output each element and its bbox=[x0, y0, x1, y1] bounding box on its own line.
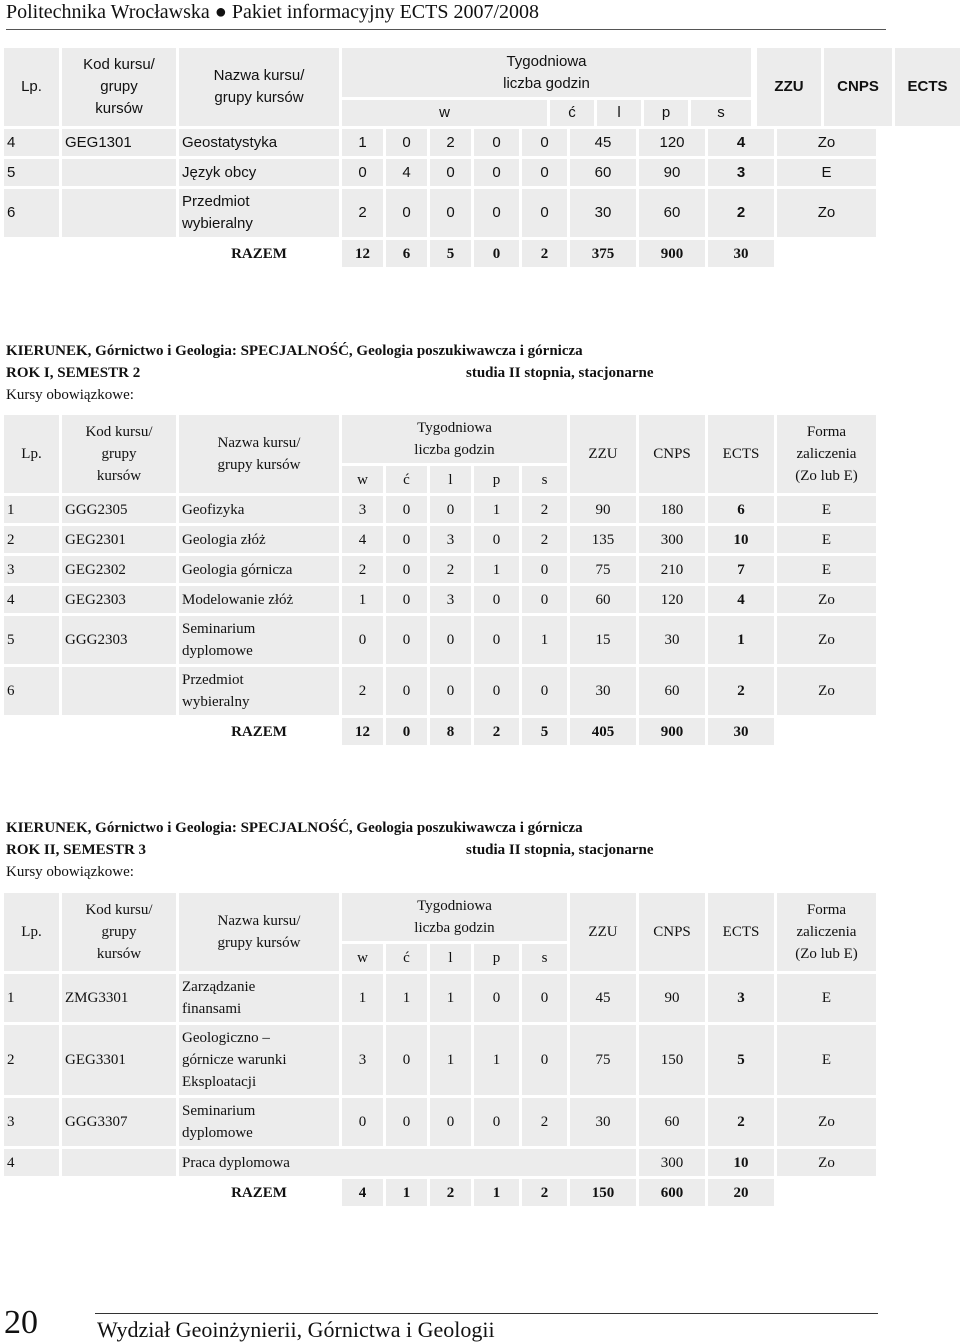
total-l: 5 bbox=[430, 240, 471, 267]
cell-s: 2 bbox=[522, 496, 567, 523]
header-course-code-line: Kod kursu/ bbox=[85, 424, 153, 440]
cell-ects: 2 bbox=[708, 189, 774, 237]
cell-ects: 2 bbox=[708, 667, 774, 715]
header-weekly-hours bbox=[342, 415, 567, 463]
cell-l: 2 bbox=[430, 129, 471, 156]
header-lp: Lp. bbox=[4, 893, 59, 971]
footer-faculty: Wydział Geoinżynierii, Górnictwa i Geologii bbox=[97, 1317, 495, 1342]
cell-cnps: 300 bbox=[639, 1149, 705, 1176]
cell-course-code: GEG2303 bbox=[62, 586, 176, 613]
header-w: w bbox=[342, 466, 383, 493]
total-c: 6 bbox=[386, 240, 427, 267]
cell-l: 1 bbox=[430, 974, 471, 1022]
header-c: ć bbox=[386, 944, 427, 971]
cell-course-name-line: Geofizyka bbox=[182, 501, 245, 518]
cell-course-name-line: Geologia górnicza bbox=[182, 561, 293, 578]
cell-w: 4 bbox=[342, 526, 383, 553]
header-assessment-form bbox=[777, 893, 876, 971]
cell-course-name bbox=[179, 159, 339, 186]
cell-zzu: 30 bbox=[570, 189, 636, 237]
header-assessment-form-line: (Zo lub E) bbox=[795, 946, 858, 962]
cell-lp: 4 bbox=[4, 1149, 59, 1176]
cell-c: 0 bbox=[386, 496, 427, 523]
header-ects: ECTS bbox=[708, 893, 774, 971]
cell-p: 1 bbox=[474, 556, 519, 583]
cell-w: 1 bbox=[342, 586, 383, 613]
header-weekly-hours-line: liczba godzin bbox=[414, 920, 495, 936]
cell-lp: 1 bbox=[4, 974, 59, 1022]
cell-course-code: GEG1301 bbox=[62, 129, 176, 156]
total-ects: 30 bbox=[708, 718, 774, 745]
cell-s: 1 bbox=[522, 616, 567, 664]
cell-w: 0 bbox=[342, 159, 383, 186]
header-course-code-line: kursów bbox=[95, 100, 143, 117]
header-course-name-line: Nazwa kursu/ bbox=[217, 913, 301, 929]
header-weekly-hours-line: Tygodniowa bbox=[417, 420, 492, 436]
header-s: s bbox=[522, 944, 567, 971]
header-p: p bbox=[644, 100, 688, 126]
cell-course-name bbox=[179, 974, 339, 1022]
cell-s: 0 bbox=[522, 189, 567, 237]
header-course-code-line: kursów bbox=[96, 468, 142, 484]
footer-divider bbox=[95, 1313, 878, 1314]
total-p: 1 bbox=[474, 1179, 519, 1206]
cell-w: 3 bbox=[342, 1025, 383, 1095]
cell-course-name-line: Seminarium bbox=[182, 1103, 256, 1119]
total-w: 4 bbox=[342, 1179, 383, 1206]
cell-assessment-form: Zo bbox=[777, 667, 876, 715]
cell-cnps: 120 bbox=[639, 129, 705, 156]
cell-ects: 10 bbox=[708, 526, 774, 553]
cell-lp: 2 bbox=[4, 526, 59, 553]
section3-heading: KIERUNEK, Górnictwo i Geologia: SPECJALNOŚĆ, Geologia poszukiwawcza i górnicza bbox=[6, 820, 583, 836]
cell-course-code: GGG2303 bbox=[62, 616, 176, 664]
cell-course-name bbox=[179, 556, 339, 583]
cell-course-name-line: górnicze warunki bbox=[182, 1052, 287, 1068]
cell-p: 0 bbox=[474, 974, 519, 1022]
cell-ects: 2 bbox=[708, 1098, 774, 1146]
cell-s: 0 bbox=[522, 1025, 567, 1095]
cell-l: 0 bbox=[430, 189, 471, 237]
header-c: ć bbox=[386, 466, 427, 493]
header-s: s bbox=[691, 100, 751, 126]
cell-assessment-form: Zo bbox=[777, 129, 876, 156]
cell-c: 0 bbox=[386, 189, 427, 237]
section3-study-mode: studia II stopnia, stacjonarne bbox=[466, 842, 654, 858]
header-assessment-form-line: Forma bbox=[806, 902, 847, 918]
cell-l: 3 bbox=[430, 586, 471, 613]
cell-cnps: 150 bbox=[639, 1025, 705, 1095]
header-c: ć bbox=[550, 100, 594, 126]
cell-p: 0 bbox=[474, 586, 519, 613]
cell-lp: 6 bbox=[4, 667, 59, 715]
cell-l: 0 bbox=[430, 667, 471, 715]
cell-zzu: 45 bbox=[570, 974, 636, 1022]
header-w: w bbox=[342, 100, 547, 126]
cell-assessment-form: E bbox=[777, 1025, 876, 1095]
cell-lp: 5 bbox=[4, 616, 59, 664]
header-course-name bbox=[179, 415, 339, 493]
cell-s: 0 bbox=[522, 667, 567, 715]
total-cnps: 900 bbox=[639, 240, 705, 267]
total-label: RAZEM bbox=[231, 1184, 287, 1201]
cell-p: 0 bbox=[474, 129, 519, 156]
cell-lp: 2 bbox=[4, 1025, 59, 1095]
section3-course-type: Kursy obowiązkowe: bbox=[6, 864, 134, 880]
cell-assessment-form: Zo bbox=[777, 616, 876, 664]
cell-assessment-form: Zo bbox=[777, 189, 876, 237]
cell-course-name-line: Przedmiot bbox=[182, 672, 244, 688]
cell-course-code: GEG3301 bbox=[62, 1025, 176, 1095]
header-p: p bbox=[474, 944, 519, 971]
header-weekly-hours bbox=[342, 893, 567, 941]
cell-cnps: 60 bbox=[639, 667, 705, 715]
total-s: 2 bbox=[522, 240, 567, 267]
total-ects: 30 bbox=[708, 240, 774, 267]
header-cnps: CNPS bbox=[639, 893, 705, 971]
cell-course-name-line: Seminarium bbox=[182, 621, 256, 637]
cell-w: 2 bbox=[342, 667, 383, 715]
cell-course-name bbox=[179, 1149, 636, 1176]
cell-p: 1 bbox=[474, 1025, 519, 1095]
cell-course-code: GEG2301 bbox=[62, 526, 176, 553]
total-p: 2 bbox=[474, 718, 519, 745]
cell-course-code: GGG3307 bbox=[62, 1098, 176, 1146]
cell-course-name-line: Eksploatacji bbox=[182, 1074, 257, 1090]
total-s: 2 bbox=[522, 1179, 567, 1206]
cell-cnps: 60 bbox=[639, 1098, 705, 1146]
section2-semester: ROK I, SEMESTR 2 bbox=[6, 365, 141, 381]
cell-course-name bbox=[179, 1025, 339, 1095]
cell-ects: 3 bbox=[708, 159, 774, 186]
cell-assessment-form: E bbox=[777, 526, 876, 553]
section3-semester: ROK II, SEMESTR 3 bbox=[6, 842, 147, 858]
header-course-name-line: grupy kursów bbox=[217, 935, 301, 951]
total-s: 5 bbox=[522, 718, 567, 745]
header-course-code-line: grupy bbox=[100, 78, 138, 95]
header-assessment-form-line: Forma bbox=[806, 424, 847, 440]
cell-assessment-form: E bbox=[777, 496, 876, 523]
cell-zzu: 30 bbox=[570, 1098, 636, 1146]
header-assessment-form-line: zaliczenia bbox=[796, 924, 857, 940]
cell-c: 0 bbox=[386, 616, 427, 664]
cell-c: 1 bbox=[386, 974, 427, 1022]
cell-p: 0 bbox=[474, 526, 519, 553]
cell-l: 0 bbox=[430, 1098, 471, 1146]
header-course-code bbox=[62, 415, 176, 493]
cell-course-name-line: finansami bbox=[182, 1001, 242, 1017]
cell-zzu: 15 bbox=[570, 616, 636, 664]
page-header bbox=[6, 0, 886, 30]
cell-p: 0 bbox=[474, 667, 519, 715]
header-p: p bbox=[474, 466, 519, 493]
cell-p: 0 bbox=[474, 189, 519, 237]
cell-w: 1 bbox=[342, 974, 383, 1022]
cell-p: 1 bbox=[474, 496, 519, 523]
cell-course-name-line: dyplomowe bbox=[182, 1125, 253, 1141]
header-weekly-hours-line: liczba godzin bbox=[414, 442, 495, 458]
cell-course-name-line: Praca dyplomowa bbox=[182, 1154, 290, 1171]
header-course-code-line: kursów bbox=[96, 946, 142, 962]
header-zzu: ZZU bbox=[570, 893, 636, 971]
cell-ects: 3 bbox=[708, 974, 774, 1022]
cell-w: 2 bbox=[342, 556, 383, 583]
cell-s: 2 bbox=[522, 1098, 567, 1146]
cell-course-name-line: Geologia złóż bbox=[182, 531, 266, 548]
cell-c: 0 bbox=[386, 526, 427, 553]
cell-cnps: 60 bbox=[639, 189, 705, 237]
section2-heading: KIERUNEK, Górnictwo i Geologia: SPECJALNOŚĆ, Geologia poszukiwawcza i górnicza bbox=[6, 343, 583, 359]
cell-zzu: 45 bbox=[570, 129, 636, 156]
total-zzu: 150 bbox=[570, 1179, 636, 1206]
cell-course-name-line: Zarządzanie bbox=[182, 979, 256, 995]
cell-l: 0 bbox=[430, 616, 471, 664]
cell-assessment-form: Zo bbox=[777, 1098, 876, 1146]
header-l: l bbox=[430, 466, 471, 493]
cell-zzu: 135 bbox=[570, 526, 636, 553]
cell-course-name-line: Język obcy bbox=[182, 163, 257, 181]
header-lp: Lp. bbox=[4, 415, 59, 493]
cell-zzu: 75 bbox=[570, 1025, 636, 1095]
cell-assessment-form: E bbox=[777, 556, 876, 583]
cell-ects: 1 bbox=[708, 616, 774, 664]
header-course-name bbox=[179, 893, 339, 971]
header-assessment-form-line: zaliczenia bbox=[796, 446, 857, 462]
cell-cnps: 90 bbox=[639, 159, 705, 186]
cell-l: 0 bbox=[430, 496, 471, 523]
cell-ects: 10 bbox=[708, 1149, 774, 1176]
section2-course-type: Kursy obowiązkowe: bbox=[6, 387, 134, 403]
page-number: 20 bbox=[4, 1304, 38, 1341]
cell-cnps: 120 bbox=[639, 586, 705, 613]
cell-w: 1 bbox=[342, 129, 383, 156]
cell-zzu: 60 bbox=[570, 586, 636, 613]
total-cnps: 600 bbox=[639, 1179, 705, 1206]
cell-course-name-line: wybieralny bbox=[182, 694, 250, 710]
header-weekly-hours bbox=[342, 48, 751, 97]
header-course-code-line: Kod kursu/ bbox=[83, 56, 155, 73]
header-cnps: CNPS bbox=[639, 415, 705, 493]
cell-s: 0 bbox=[522, 159, 567, 186]
cell-w: 3 bbox=[342, 496, 383, 523]
header-course-name bbox=[179, 48, 339, 126]
cell-course-code: ZMG3301 bbox=[62, 974, 176, 1022]
cell-c: 0 bbox=[386, 667, 427, 715]
total-cnps: 900 bbox=[639, 718, 705, 745]
cell-zzu: 30 bbox=[570, 667, 636, 715]
cell-course-code bbox=[62, 667, 176, 715]
cell-c: 0 bbox=[386, 556, 427, 583]
cell-zzu: 75 bbox=[570, 556, 636, 583]
section2-study-mode: studia II stopnia, stacjonarne bbox=[466, 365, 654, 381]
cell-ects: 7 bbox=[708, 556, 774, 583]
total-l: 8 bbox=[430, 718, 471, 745]
cell-c: 0 bbox=[386, 129, 427, 156]
cell-c: 0 bbox=[386, 586, 427, 613]
header-course-code-line: Kod kursu/ bbox=[85, 902, 153, 918]
cell-s: 0 bbox=[522, 556, 567, 583]
cell-l: 3 bbox=[430, 526, 471, 553]
cell-cnps: 30 bbox=[639, 616, 705, 664]
cell-w: 2 bbox=[342, 189, 383, 237]
cell-cnps: 180 bbox=[639, 496, 705, 523]
header-course-code-line: grupy bbox=[101, 924, 137, 940]
cell-c: 0 bbox=[386, 1025, 427, 1095]
cell-cnps: 210 bbox=[639, 556, 705, 583]
header-weekly-hours-line: Tygodniowa bbox=[417, 898, 492, 914]
cell-course-name bbox=[179, 129, 339, 156]
header-ects: ECTS bbox=[708, 415, 774, 493]
header-weekly-hours-line: liczba godzin bbox=[503, 74, 590, 92]
header-course-code bbox=[62, 893, 176, 971]
cell-w: 0 bbox=[342, 616, 383, 664]
cell-course-code bbox=[62, 1149, 176, 1176]
cell-course-name-line: dyplomowe bbox=[182, 643, 253, 659]
cell-l: 1 bbox=[430, 1025, 471, 1095]
header-zzu: ZZU bbox=[757, 48, 821, 126]
cell-zzu: 90 bbox=[570, 496, 636, 523]
total-label: RAZEM bbox=[231, 723, 287, 740]
total-zzu: 375 bbox=[570, 240, 636, 267]
cell-p: 0 bbox=[474, 1098, 519, 1146]
header-cnps: CNPS bbox=[824, 48, 892, 126]
cell-lp: 4 bbox=[4, 129, 59, 156]
cell-assessment-form: E bbox=[777, 974, 876, 1022]
cell-l: 2 bbox=[430, 556, 471, 583]
cell-ects: 4 bbox=[708, 129, 774, 156]
total-ects: 20 bbox=[708, 1179, 774, 1206]
header-ects: ECTS bbox=[895, 48, 960, 126]
header-l: l bbox=[597, 100, 641, 126]
total-label: RAZEM bbox=[231, 245, 287, 262]
cell-ects: 4 bbox=[708, 586, 774, 613]
cell-course-code bbox=[62, 189, 176, 237]
cell-s: 2 bbox=[522, 526, 567, 553]
cell-l: 0 bbox=[430, 159, 471, 186]
cell-c: 0 bbox=[386, 1098, 427, 1146]
cell-course-code: GGG2305 bbox=[62, 496, 176, 523]
cell-ects: 6 bbox=[708, 496, 774, 523]
total-l: 2 bbox=[430, 1179, 471, 1206]
cell-p: 0 bbox=[474, 616, 519, 664]
cell-assessment-form: Zo bbox=[777, 586, 876, 613]
cell-course-code: GEG2302 bbox=[62, 556, 176, 583]
cell-s: 0 bbox=[522, 974, 567, 1022]
cell-course-name-line: Geologiczno – bbox=[182, 1030, 270, 1046]
cell-course-name bbox=[179, 496, 339, 523]
header-course-name-line: grupy kursów bbox=[217, 457, 301, 473]
header-zzu: ZZU bbox=[570, 415, 636, 493]
cell-course-name bbox=[179, 667, 339, 715]
cell-cnps: 90 bbox=[639, 974, 705, 1022]
cell-w: 0 bbox=[342, 1098, 383, 1146]
header-w: w bbox=[342, 944, 383, 971]
header-s: s bbox=[522, 466, 567, 493]
cell-course-code bbox=[62, 159, 176, 186]
header-course-name-line: grupy kursów bbox=[214, 89, 304, 106]
cell-c: 4 bbox=[386, 159, 427, 186]
cell-course-name bbox=[179, 189, 339, 237]
total-w: 12 bbox=[342, 718, 383, 745]
header-course-code-line: grupy bbox=[101, 446, 137, 462]
cell-lp: 1 bbox=[4, 496, 59, 523]
header-course-code bbox=[62, 48, 176, 126]
cell-assessment-form: E bbox=[777, 159, 876, 186]
total-p: 0 bbox=[474, 240, 519, 267]
cell-s: 0 bbox=[522, 129, 567, 156]
cell-p: 0 bbox=[474, 159, 519, 186]
cell-zzu: 60 bbox=[570, 159, 636, 186]
header-l: l bbox=[430, 944, 471, 971]
total-c: 0 bbox=[386, 718, 427, 745]
total-zzu: 405 bbox=[570, 718, 636, 745]
cell-lp: 4 bbox=[4, 586, 59, 613]
cell-cnps: 300 bbox=[639, 526, 705, 553]
cell-lp: 3 bbox=[4, 556, 59, 583]
cell-ects: 5 bbox=[708, 1025, 774, 1095]
cell-lp: 5 bbox=[4, 159, 59, 186]
header-course-name-line: Nazwa kursu/ bbox=[217, 435, 301, 451]
cell-lp: 6 bbox=[4, 189, 59, 237]
header-lp: Lp. bbox=[4, 48, 59, 126]
header-weekly-hours-line: Tygodniowa bbox=[506, 52, 587, 70]
header-assessment-form bbox=[777, 415, 876, 493]
cell-course-name bbox=[179, 586, 339, 613]
total-c: 1 bbox=[386, 1179, 427, 1206]
cell-course-name-line: Przedmiot bbox=[182, 193, 250, 210]
total-w: 12 bbox=[342, 240, 383, 267]
cell-course-name bbox=[179, 1098, 339, 1146]
cell-s: 0 bbox=[522, 586, 567, 613]
cell-course-name-line: Modelowanie złóż bbox=[182, 591, 294, 608]
cell-course-name-line: Geostatystyka bbox=[182, 133, 278, 151]
cell-course-name bbox=[179, 616, 339, 664]
cell-course-name-line: wybieralny bbox=[182, 215, 253, 232]
header-title: Politechnika Wrocławska ● Pakiet informacyjny ECTS 2007/2008 bbox=[6, 1, 540, 23]
cell-course-name bbox=[179, 526, 339, 553]
cell-forma: Zo bbox=[777, 1149, 876, 1176]
cell-lp: 3 bbox=[4, 1098, 59, 1146]
header-course-name-line: Nazwa kursu/ bbox=[213, 67, 305, 84]
header-assessment-form-line: (Zo lub E) bbox=[795, 468, 858, 484]
